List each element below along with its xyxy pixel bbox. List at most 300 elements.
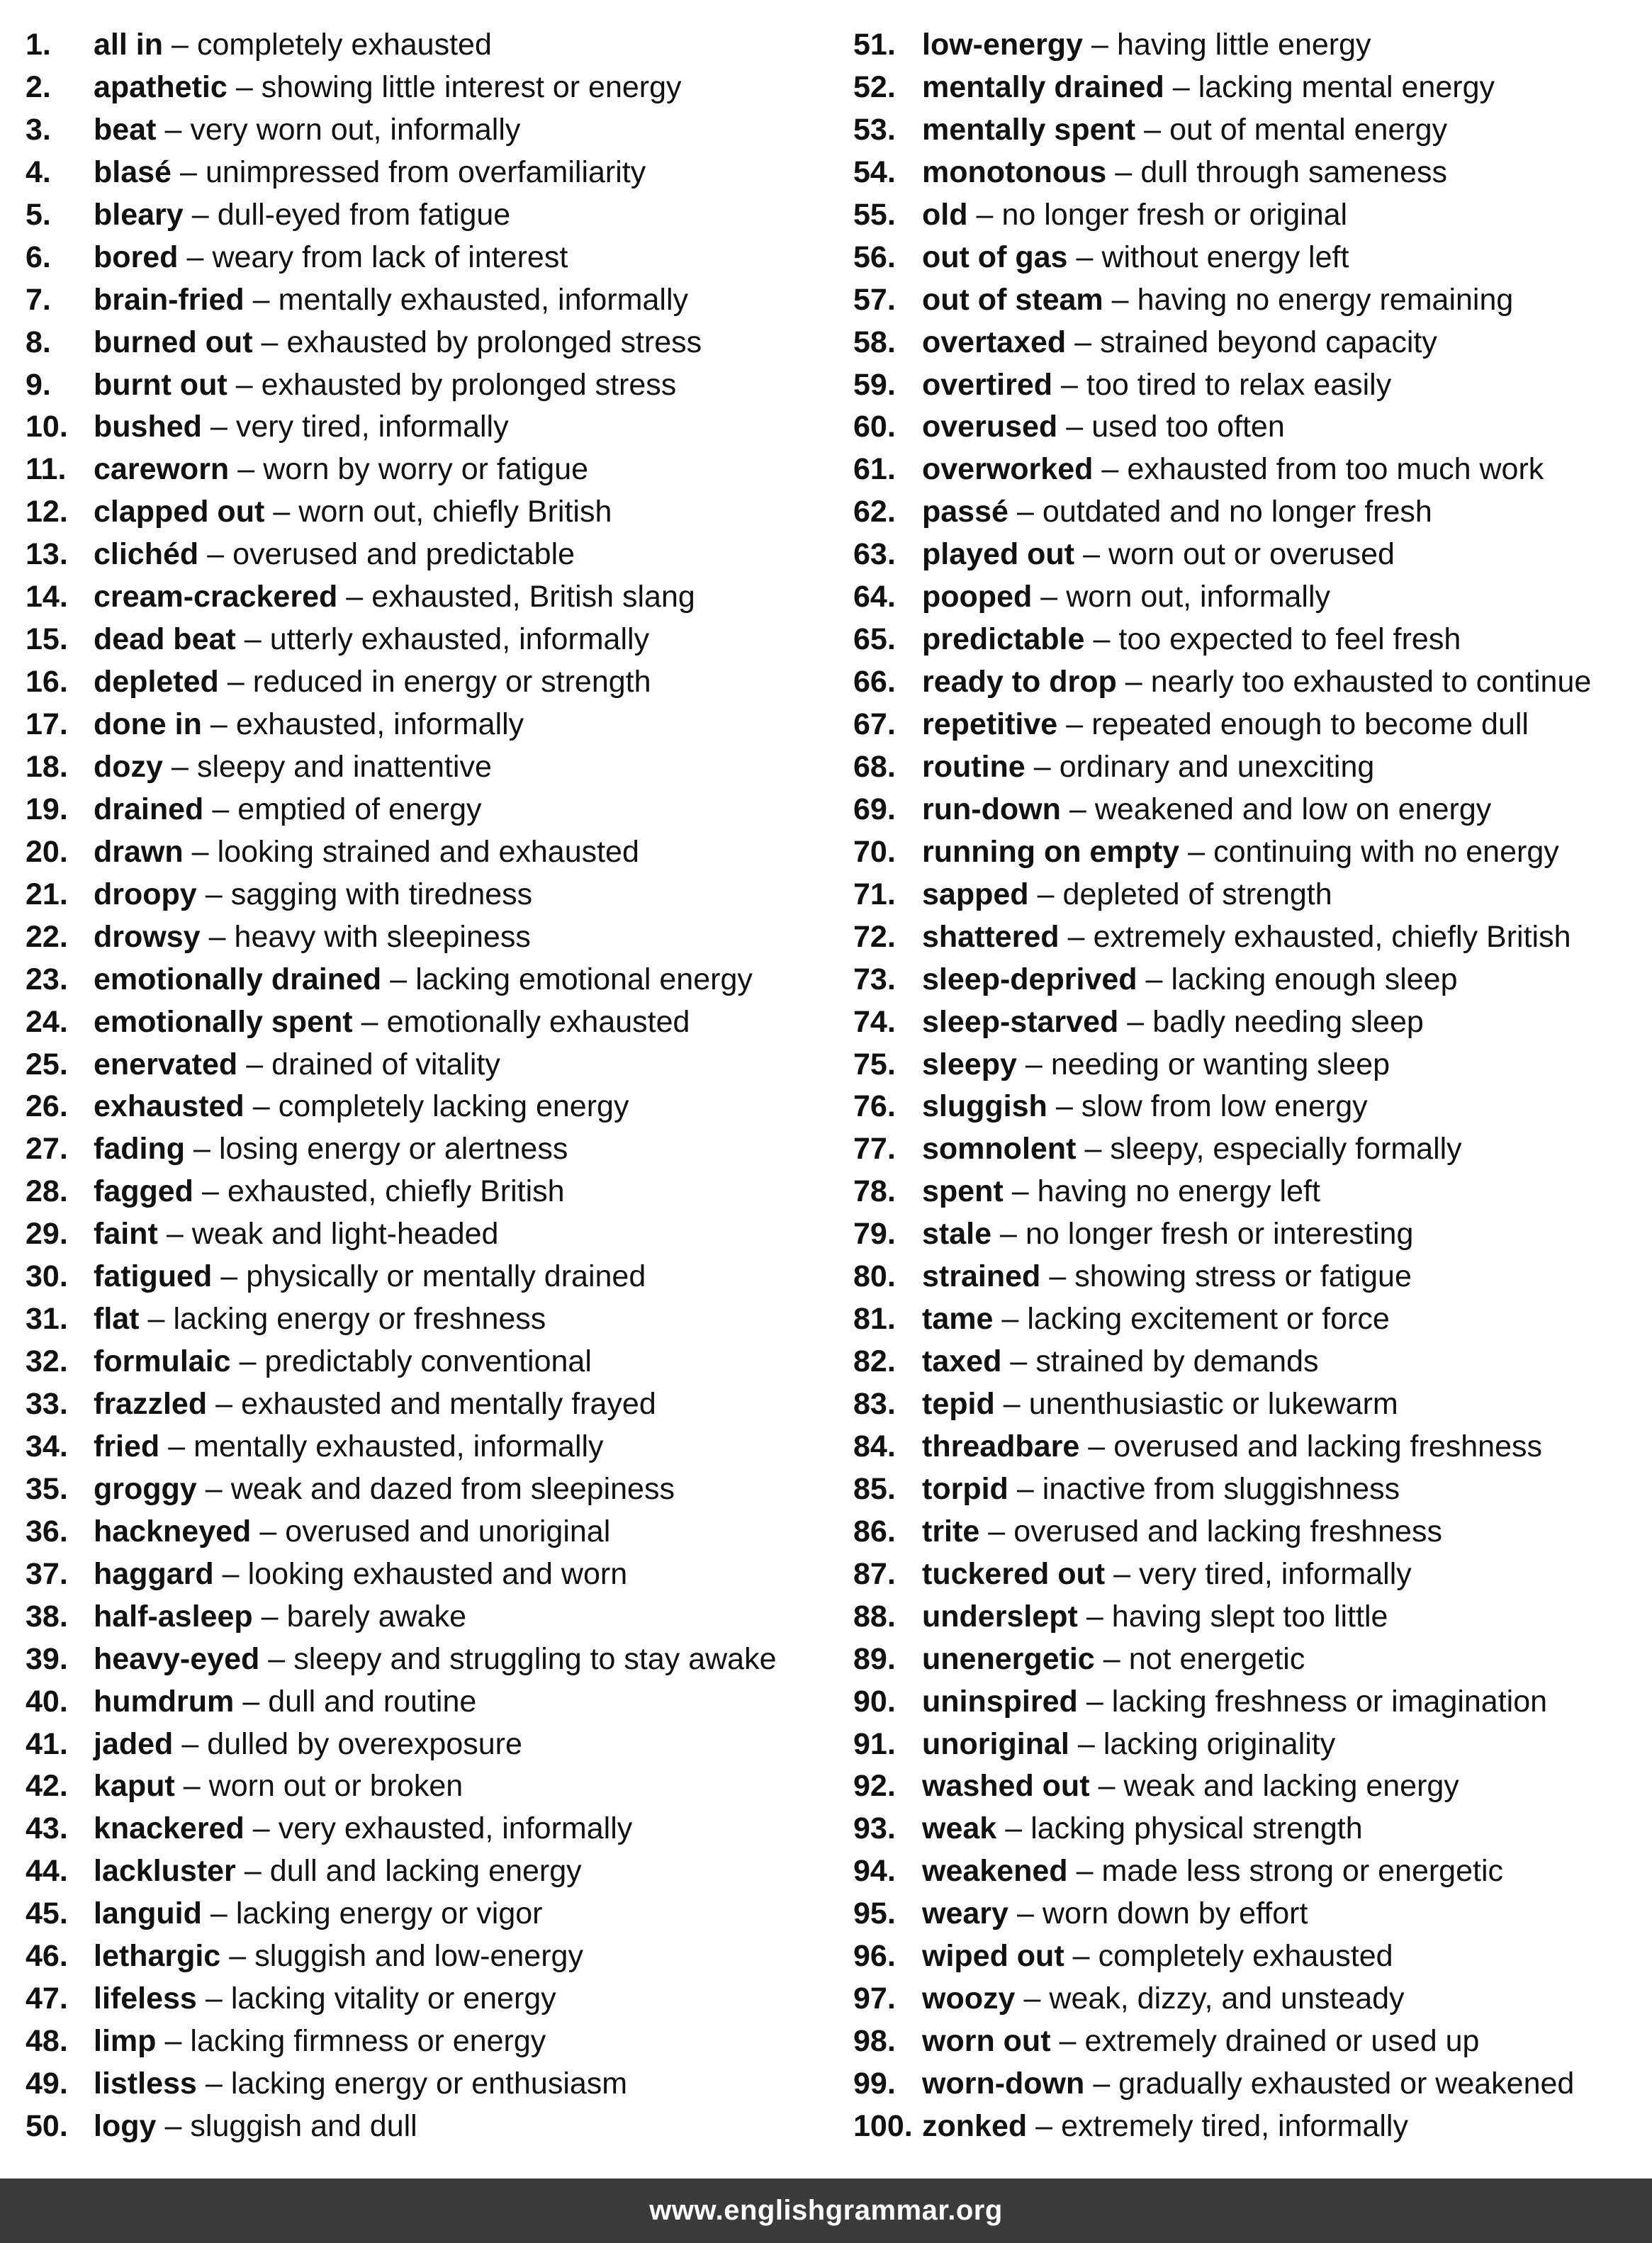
item-definition: dull-eyed from fatigue <box>217 197 511 232</box>
item-definition: looking exhausted and worn <box>247 1556 628 1591</box>
list-item <box>26 406 826 449</box>
item-number: 81. <box>853 1302 896 1337</box>
item-number: 35. <box>26 1471 68 1506</box>
item-number: 85. <box>853 1471 896 1506</box>
item-number: 24. <box>26 1004 68 1039</box>
list-item <box>26 534 826 576</box>
item-separator: – <box>1001 1302 1019 1337</box>
item-definition: lacking emotional energy <box>415 962 753 996</box>
item-separator: – <box>210 1896 227 1931</box>
item-definition: worn out, chiefly British <box>298 495 612 529</box>
item-number: 43. <box>26 1811 68 1846</box>
item-word: sapped <box>922 877 1029 911</box>
item-definition: overused and lacking freshness <box>1013 1514 1442 1548</box>
item-separator: – <box>1127 1004 1145 1039</box>
item-number: 1. <box>26 28 51 62</box>
item-definition: too tired to relax easily <box>1086 367 1392 402</box>
item-separator: – <box>164 2024 182 2059</box>
item-number: 53. <box>853 112 896 147</box>
item-number: 34. <box>26 1429 68 1463</box>
list-item <box>853 1596 1640 1638</box>
list-item <box>26 916 826 959</box>
item-word: emotionally spent <box>94 1004 353 1039</box>
item-word: frazzled <box>94 1387 208 1421</box>
item-word: depleted <box>94 665 219 699</box>
list-item <box>26 1341 826 1383</box>
item-number: 22. <box>26 919 68 954</box>
item-word: underslept <box>922 1599 1078 1634</box>
item-word: emotionally drained <box>94 962 382 996</box>
list-item <box>26 67 826 109</box>
item-word: blasé <box>94 154 172 189</box>
list-item <box>853 1638 1640 1681</box>
item-definition: extremely tired, informally <box>1061 2108 1408 2143</box>
item-separator: – <box>1125 665 1142 699</box>
item-separator: – <box>235 367 253 402</box>
item-word: tepid <box>922 1387 995 1421</box>
item-definition: inactive from sluggishness <box>1042 1471 1400 1506</box>
item-separator: – <box>1088 1429 1106 1463</box>
list-item <box>853 789 1640 831</box>
item-definition: predictably conventional <box>264 1344 592 1379</box>
item-separator: – <box>205 1471 223 1506</box>
item-word: predictable <box>922 622 1085 657</box>
item-separator: – <box>261 1599 279 1634</box>
item-definition: exhausted and mentally frayed <box>241 1387 656 1421</box>
item-separator: – <box>215 1387 233 1421</box>
item-number: 97. <box>853 1981 896 2016</box>
item-separator: – <box>168 1429 186 1463</box>
item-definition: slow from low energy <box>1081 1089 1368 1124</box>
item-word: overtaxed <box>922 325 1067 359</box>
item-definition: extremely drained or used up <box>1084 2024 1480 2059</box>
item-number: 2. <box>26 69 51 104</box>
list-item <box>26 1256 826 1298</box>
item-number: 38. <box>26 1599 68 1634</box>
item-word: tuckered out <box>922 1556 1106 1591</box>
list-item <box>26 364 826 407</box>
list-item <box>26 1213 826 1256</box>
list-item <box>853 1171 1640 1213</box>
item-separator: – <box>244 1854 262 1889</box>
item-number: 73. <box>853 962 896 996</box>
item-definition: weak and lacking energy <box>1123 1769 1459 1804</box>
item-definition: lacking firmness or energy <box>190 2024 546 2059</box>
item-word: enervated <box>94 1047 238 1081</box>
list-item <box>853 322 1640 364</box>
item-word: spent <box>922 1174 1004 1209</box>
footer-bar <box>0 2179 1652 2243</box>
item-word: unoriginal <box>922 1726 1069 1761</box>
item-number: 87. <box>853 1556 896 1591</box>
list-item <box>26 746 826 789</box>
list-item <box>853 1978 1640 2020</box>
item-separator: – <box>205 1981 223 2016</box>
item-word: kaput <box>94 1769 175 1804</box>
item-definition: very worn out, informally <box>190 112 521 147</box>
item-separator: – <box>1069 792 1086 826</box>
item-number: 18. <box>26 749 68 784</box>
item-number: 17. <box>26 707 68 741</box>
item-number: 45. <box>26 1896 68 1931</box>
list-item <box>26 1893 826 1935</box>
list-item <box>26 322 826 364</box>
list-item <box>853 491 1640 534</box>
item-number: 78. <box>853 1174 896 1209</box>
item-word: droopy <box>94 877 197 911</box>
item-word: done in <box>94 707 202 741</box>
item-word: monotonous <box>922 154 1107 189</box>
item-definition: badly needing sleep <box>1152 1004 1424 1039</box>
item-number: 47. <box>26 1981 68 2016</box>
item-definition: completely lacking energy <box>278 1089 629 1124</box>
list-item <box>853 661 1640 704</box>
item-separator: – <box>273 495 291 529</box>
list-item <box>26 2020 826 2063</box>
item-separator: – <box>390 962 408 996</box>
list-item <box>26 1978 826 2020</box>
item-number: 91. <box>853 1726 896 1761</box>
item-number: 82. <box>853 1344 896 1379</box>
item-number: 32. <box>26 1344 68 1379</box>
item-separator: – <box>268 1641 286 1676</box>
item-separator: – <box>361 1004 378 1039</box>
item-separator: – <box>1066 410 1084 444</box>
item-number: 42. <box>26 1769 68 1804</box>
item-separator: – <box>261 325 279 359</box>
item-number: 51. <box>853 28 896 62</box>
item-number: 49. <box>26 2067 68 2101</box>
item-separator: – <box>171 749 189 784</box>
item-definition: gradually exhausted or weakened <box>1118 2067 1575 2101</box>
item-word: faint <box>94 1217 158 1252</box>
item-word: drowsy <box>94 919 201 954</box>
item-separator: – <box>147 1302 165 1337</box>
item-separator: – <box>205 877 223 911</box>
item-separator: – <box>1098 1769 1116 1804</box>
item-definition: made less strong or energetic <box>1101 1854 1504 1889</box>
item-word: drawn <box>94 834 184 869</box>
list-item <box>853 874 1640 916</box>
item-word: tame <box>922 1302 994 1337</box>
item-definition: reduced in energy or strength <box>252 665 651 699</box>
item-word: lackluster <box>94 1854 236 1889</box>
item-definition: without energy left <box>1101 240 1349 274</box>
item-number: 59. <box>853 367 896 402</box>
item-separator: – <box>1003 1387 1021 1421</box>
item-number: 86. <box>853 1514 896 1548</box>
item-word: jaded <box>94 1726 174 1761</box>
item-word: beat <box>94 112 157 147</box>
list-item <box>26 1681 826 1724</box>
item-separator: – <box>239 1344 257 1379</box>
item-definition: heavy with sleepiness <box>234 919 531 954</box>
item-number: 57. <box>853 282 896 317</box>
item-definition: needing or wanting sleep <box>1050 1047 1390 1081</box>
item-separator: – <box>180 154 197 189</box>
item-number: 71. <box>853 877 896 911</box>
item-number: 27. <box>26 1132 68 1167</box>
item-definition: exhausted, chiefly British <box>227 1174 565 1209</box>
item-number: 28. <box>26 1174 68 1209</box>
item-number: 12. <box>26 495 68 529</box>
item-definition: outdated and no longer fresh <box>1042 495 1432 529</box>
item-definition: emptied of energy <box>237 792 482 826</box>
item-definition: very exhausted, informally <box>278 1811 633 1846</box>
item-separator: – <box>1059 2024 1077 2059</box>
item-definition: utterly exhausted, informally <box>269 622 650 657</box>
item-word: dozy <box>94 749 163 784</box>
item-number: 31. <box>26 1302 68 1337</box>
item-number: 44. <box>26 1854 68 1889</box>
list-item <box>853 1724 1640 1766</box>
item-separator: – <box>186 240 204 274</box>
item-separator: – <box>1076 1854 1094 1889</box>
item-word: woozy <box>922 1981 1016 2016</box>
list-item <box>26 1468 826 1511</box>
list-item <box>26 1850 826 1893</box>
item-number: 58. <box>853 325 896 359</box>
item-separator: – <box>212 792 230 826</box>
item-definition: looking strained and exhausted <box>217 834 639 869</box>
item-word: lethargic <box>94 1939 221 1974</box>
item-number: 84. <box>853 1429 896 1463</box>
item-number: 11. <box>26 452 67 487</box>
item-definition: dull and lacking energy <box>269 1854 582 1889</box>
list-item <box>853 364 1640 407</box>
item-number: 60. <box>853 410 896 444</box>
item-word: shattered <box>922 919 1060 954</box>
item-separator: – <box>191 197 209 232</box>
item-number: 20. <box>26 834 68 869</box>
list-item <box>26 959 826 1001</box>
item-word: hackneyed <box>94 1514 252 1548</box>
item-word: stale <box>922 1217 992 1252</box>
item-word: trite <box>922 1514 980 1548</box>
item-definition: lacking mental energy <box>1198 69 1495 104</box>
item-number: 54. <box>853 154 896 189</box>
item-separator: – <box>1035 2108 1053 2143</box>
item-definition: emotionally exhausted <box>386 1004 690 1039</box>
item-number: 40. <box>26 1684 68 1719</box>
item-separator: – <box>166 1217 184 1252</box>
item-word: uninspired <box>922 1684 1078 1719</box>
list-item <box>853 2106 1640 2148</box>
item-number: 98. <box>853 2024 896 2059</box>
list-item <box>26 1086 826 1128</box>
list-item <box>853 1256 1640 1298</box>
item-separator: – <box>1188 834 1206 869</box>
item-separator: – <box>164 112 182 147</box>
item-definition: strained by demands <box>1035 1344 1319 1379</box>
item-word: run-down <box>922 792 1061 826</box>
item-word: drained <box>94 792 204 826</box>
item-separator: – <box>1086 1599 1103 1634</box>
item-separator: – <box>1025 1047 1043 1081</box>
list-item <box>853 916 1640 959</box>
item-word: burnt out <box>94 367 227 402</box>
item-number: 94. <box>853 1854 896 1889</box>
list-item <box>853 1850 1640 1893</box>
list-item <box>26 449 826 491</box>
item-separator: – <box>1093 622 1111 657</box>
item-number: 100. <box>853 2108 913 2143</box>
item-number: 10. <box>26 410 68 444</box>
item-word: strained <box>922 1259 1041 1294</box>
list-item <box>26 1511 826 1553</box>
item-definition: worn out, informally <box>1066 580 1331 614</box>
item-number: 8. <box>26 325 51 359</box>
item-definition: having little energy <box>1116 28 1371 62</box>
item-number: 56. <box>853 240 896 274</box>
item-word: running on empty <box>922 834 1180 869</box>
item-separator: – <box>244 622 262 657</box>
item-word: clapped out <box>94 495 265 529</box>
item-number: 29. <box>26 1217 68 1252</box>
item-number: 92. <box>853 1769 896 1804</box>
item-word: taxed <box>922 1344 1002 1379</box>
item-separator: – <box>1103 1641 1120 1676</box>
item-separator: – <box>229 1939 247 1974</box>
item-definition: having slept too little <box>1111 1599 1388 1634</box>
item-number: 3. <box>26 112 51 147</box>
item-number: 61. <box>853 452 896 487</box>
list-item <box>26 1638 826 1681</box>
list-item <box>853 1128 1640 1171</box>
item-word: listless <box>94 2067 197 2101</box>
item-separator: – <box>1033 749 1051 784</box>
item-separator: – <box>1144 112 1162 147</box>
item-separator: – <box>1086 1684 1103 1719</box>
item-definition: worn out or broken <box>208 1769 463 1804</box>
item-definition: barely awake <box>286 1599 466 1634</box>
list-item <box>26 109 826 152</box>
list-item <box>853 109 1640 152</box>
list-item <box>26 576 826 619</box>
item-number: 74. <box>853 1004 896 1039</box>
item-definition: very tired, informally <box>235 410 509 444</box>
item-definition: lacking excitement or force <box>1027 1302 1390 1337</box>
list-item <box>26 619 826 661</box>
item-separator: – <box>222 1556 240 1591</box>
item-definition: having no energy left <box>1037 1174 1320 1209</box>
list-item <box>853 534 1640 576</box>
item-separator: – <box>1016 1896 1034 1931</box>
item-definition: worn out or overused <box>1108 537 1395 572</box>
list-item <box>853 406 1640 449</box>
item-number: 83. <box>853 1387 896 1421</box>
item-definition: sleepy and struggling to stay awake <box>293 1641 777 1676</box>
item-definition: showing little interest or energy <box>261 69 682 104</box>
item-separator: – <box>1115 154 1133 189</box>
item-separator: – <box>1066 707 1084 741</box>
item-number: 90. <box>853 1684 896 1719</box>
list-item <box>853 194 1640 237</box>
item-word: burned out <box>94 325 253 359</box>
item-number: 37. <box>26 1556 68 1591</box>
list-item <box>26 1298 826 1341</box>
item-word: routine <box>922 749 1026 784</box>
item-definition: exhausted from too much work <box>1127 452 1544 487</box>
list-item <box>26 491 826 534</box>
footer-website-url[interactable]: www.englishgrammar.org <box>649 2195 1003 2226</box>
item-separator: – <box>1055 1089 1073 1124</box>
item-word: cream-crackered <box>94 580 338 614</box>
item-separator: – <box>1074 325 1092 359</box>
item-definition: exhausted, informally <box>235 707 524 741</box>
item-separator: – <box>201 1174 219 1209</box>
item-number: 65. <box>853 622 896 657</box>
item-word: overtired <box>922 367 1053 402</box>
item-number: 5. <box>26 197 51 232</box>
item-separator: – <box>1011 1174 1029 1209</box>
item-word: exhausted <box>94 1089 245 1124</box>
item-definition: not energetic <box>1128 1641 1305 1676</box>
item-definition: weak and light-headed <box>191 1217 499 1252</box>
item-definition: sluggish and low-energy <box>254 1939 583 1974</box>
item-number: 30. <box>26 1259 68 1294</box>
item-word: zonked <box>922 2108 1028 2143</box>
item-number: 21. <box>26 877 68 911</box>
item-word: fagged <box>94 1174 193 1209</box>
item-definition: extremely exhausted, chiefly British <box>1093 919 1571 954</box>
item-separator: – <box>1083 537 1100 572</box>
list-item <box>853 959 1640 1001</box>
list-item <box>26 1383 826 1426</box>
item-separator: – <box>164 2108 182 2143</box>
list-item <box>853 1511 1640 1553</box>
item-definition: having no energy remaining <box>1137 282 1514 317</box>
list-item <box>853 1383 1640 1426</box>
item-separator: – <box>1049 1259 1067 1294</box>
item-definition: lacking physical strength <box>1030 1811 1363 1846</box>
item-definition: lacking energy or vigor <box>235 1896 543 1931</box>
item-separator: – <box>1010 1344 1028 1379</box>
item-word: fatigued <box>94 1259 213 1294</box>
item-separator: – <box>1067 919 1085 954</box>
item-separator: – <box>1023 1981 1041 2016</box>
item-word: bushed <box>94 410 202 444</box>
item-separator: – <box>210 410 227 444</box>
item-definition: dull and routine <box>268 1684 477 1719</box>
list-item <box>26 1596 826 1638</box>
item-word: humdrum <box>94 1684 235 1719</box>
list-item <box>26 1724 826 1766</box>
item-word: overused <box>922 410 1058 444</box>
list-item <box>853 2020 1640 2063</box>
item-definition: overused and unoriginal <box>285 1514 611 1548</box>
item-separator: – <box>1016 1471 1034 1506</box>
item-definition: unimpressed from overfamiliarity <box>205 154 646 189</box>
item-word: played out <box>922 537 1075 572</box>
item-number: 46. <box>26 1939 68 1974</box>
item-word: passé <box>922 495 1008 529</box>
list-item <box>853 1044 1640 1086</box>
item-separator: – <box>235 69 253 104</box>
item-word: flat <box>94 1302 140 1337</box>
item-separator: – <box>172 28 189 62</box>
item-number: 75. <box>853 1047 896 1081</box>
item-number: 25. <box>26 1047 68 1081</box>
list-item <box>853 1298 1640 1341</box>
list-item <box>26 661 826 704</box>
item-word: unenergetic <box>922 1641 1095 1676</box>
item-number: 4. <box>26 154 51 189</box>
item-word: overworked <box>922 452 1094 487</box>
list-item <box>853 1468 1640 1511</box>
list-item <box>853 746 1640 789</box>
list-item <box>853 279 1640 322</box>
